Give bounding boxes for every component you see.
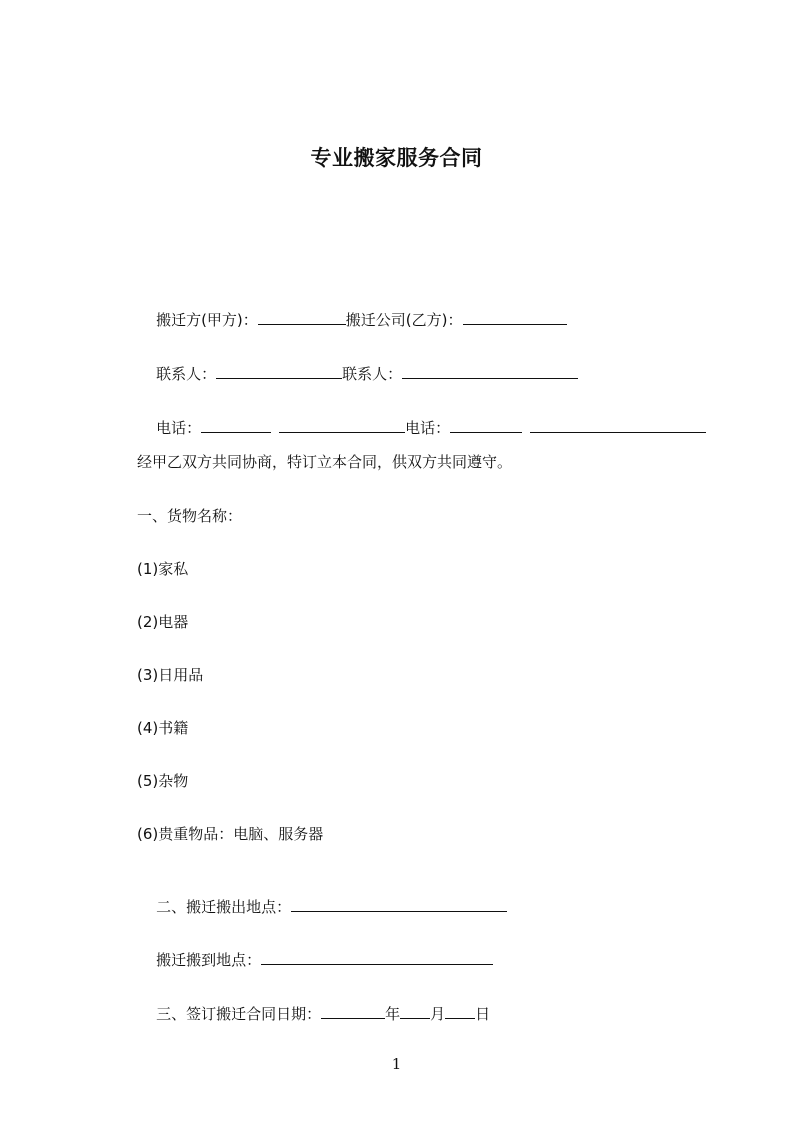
agreement-text: 经甲乙双方共同协商，特订立本合同，供双方共同遵守。	[137, 453, 513, 471]
origin-line	[137, 877, 507, 937]
date-line	[137, 984, 490, 1044]
page-number: 1	[391, 1055, 402, 1073]
origin-label: 二、搬迁搬出地点：	[156, 898, 292, 916]
phone-b-blank-1[interactable]	[450, 418, 522, 433]
origin-blank[interactable]	[291, 897, 507, 912]
date-label: 三、签订搬迁合同日期：	[156, 1005, 322, 1023]
month-label: 月	[430, 1005, 446, 1023]
goods-item: (5)杂物	[137, 772, 189, 790]
phone-b-label: 电话：	[405, 419, 451, 437]
contact-a-label: 联系人：	[156, 365, 217, 383]
section1-heading: 一、货物名称：	[137, 507, 243, 525]
phone-a-blank-1[interactable]	[201, 418, 271, 433]
contact-line	[137, 344, 578, 404]
phone-a-blank-2[interactable]	[279, 418, 405, 433]
phone-line	[137, 398, 706, 458]
party-b-label: 搬迁公司(乙方)：	[345, 311, 463, 329]
destination-line	[137, 930, 493, 990]
contact-b-blank[interactable]	[402, 364, 578, 379]
party-b-blank[interactable]	[463, 310, 567, 325]
document-title: 专业搬家服务合同	[310, 146, 483, 170]
destination-label: 搬迁搬到地点：	[156, 951, 262, 969]
party-a-blank[interactable]	[258, 310, 346, 325]
contact-a-blank[interactable]	[216, 364, 342, 379]
destination-blank[interactable]	[261, 950, 493, 965]
year-label: 年	[385, 1005, 401, 1023]
phone-a-label: 电话：	[156, 419, 202, 437]
contact-b-label: 联系人：	[342, 365, 403, 383]
party-line	[137, 290, 567, 350]
phone-b-blank-2[interactable]	[530, 418, 706, 433]
goods-item: (6)贵重物品：电脑、服务器	[137, 825, 324, 843]
goods-item: (4)书籍	[137, 719, 189, 737]
year-blank[interactable]	[321, 1004, 385, 1019]
goods-item: (1)家私	[137, 560, 189, 578]
day-blank[interactable]	[445, 1004, 475, 1019]
day-label: 日	[475, 1005, 491, 1023]
goods-item: (3)日用品	[137, 666, 204, 684]
goods-item: (2)电器	[137, 613, 189, 631]
month-blank[interactable]	[400, 1004, 430, 1019]
party-a-label: 搬迁方(甲方)：	[156, 311, 258, 329]
